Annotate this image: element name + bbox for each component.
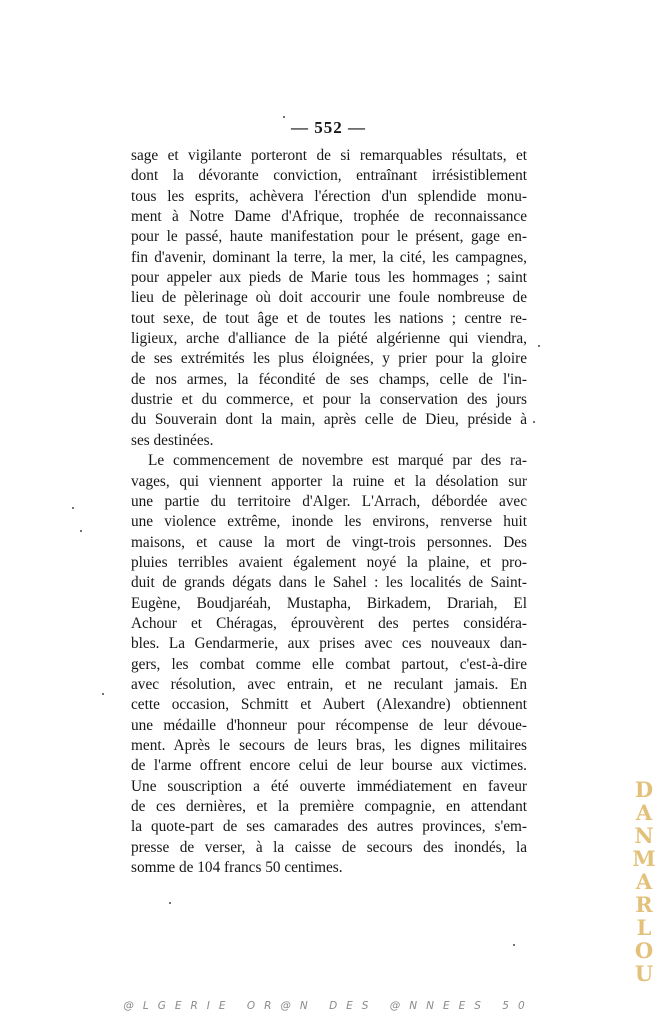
body-text: [131, 146, 527, 878]
text-line: de nos armes, la fécondité de ses champs, celle de l'in-: [131, 370, 527, 388]
text-line: Une souscription a été ouverte immédiatement en faveur: [131, 777, 527, 795]
scan-speck: [283, 116, 285, 118]
text-line: gers, les combat comme elle combat partout, c'est-à-dire: [131, 655, 527, 673]
scan-speck: [513, 944, 515, 946]
text-line: ment. Après le secours de leurs bras, les dignes militaires: [131, 736, 527, 754]
text-line: vages, qui viennent apporter la ruine et la désolation sur: [131, 472, 527, 490]
text-line: de ces dernières, et la première compagnie, en attendant: [131, 798, 527, 815]
text-line: tous les esprits, achèvera l'érection d'un splendide monu-: [131, 187, 527, 205]
text-line: une médaille d'honneur pour récompense de leur dévoue-: [131, 716, 527, 734]
text-line: une violence extrême, inonde les environs, renverse huit: [131, 513, 527, 531]
text-line: du Souverain dont la main, après celle de Dieu, préside à: [131, 411, 527, 429]
text-line: pour le passé, haute manifestation pour le présent, gage en-: [131, 228, 527, 246]
text-line: duit de grands dégats dans le Sahel : les localités de Saint-: [131, 574, 527, 592]
text-line: somme de 104 francs 50 centimes.: [131, 859, 343, 877]
text-line: avec résolution, avec entrain, et ne reculant jamais. En: [131, 675, 527, 693]
watermark: D A N M A R L O U: [632, 777, 656, 986]
scan-speck: [533, 421, 535, 423]
text-line: dustrie et du commerce, et pour la conservation des jours: [131, 391, 527, 409]
text-line: presse de verser, à la caisse de secours des inondés, la: [131, 838, 527, 856]
text-line: la quote-part de ses camarades des autres provinces, s'em-: [131, 818, 527, 836]
text-line: une partie du territoire d'Alger. L'Arrach, débordée avec: [131, 492, 527, 510]
text-line: Le commencement de novembre est marqué par des ra-: [148, 452, 527, 470]
scan-speck: [102, 693, 104, 695]
footer-caption: @LGERIE OR@N DES @NNEES 50: [123, 1000, 534, 1012]
text-line: Achour et Chéragas, éprouvèrent des pertes considéra-: [131, 614, 527, 632]
text-line: maisons, et cause la mort de vingt-trois personnes. Des: [131, 533, 527, 551]
page-number: — 552 —: [291, 118, 366, 137]
text-line: ses destinées.: [131, 431, 214, 449]
text-line: ment à Notre Dame d'Afrique, trophée de reconnaissance: [131, 208, 527, 226]
text-line: de l'arme offrent encore celui de leur bourse aux victimes.: [131, 757, 527, 775]
text-line: sage et vigilante porteront de si remarquables résultats, et: [131, 147, 527, 164]
text-line: pour appeler aux pieds de Marie tous les hommages ; saint: [131, 269, 527, 287]
text-line: lieu de pèlerinage où doit accourir une foule nombreuse de: [131, 289, 527, 307]
scan-speck: [538, 345, 540, 347]
text-line: ligieux, arche d'alliance de la piété algérienne qui viendra,: [131, 330, 527, 348]
text-line: tout sexe, de tout âge et de toutes les nations ; centre re-: [131, 309, 527, 327]
scan-speck: [72, 507, 74, 509]
text-line: fin d'avenir, dominant la terre, la mer, la cité, les campagnes,: [131, 248, 527, 266]
text-line: de ses extrémités les plus éloignées, y prier pour la gloire: [131, 350, 527, 368]
text-line: dont la dévorante conviction, entraînant irrésistiblement: [131, 167, 527, 185]
text-line: bles. La Gendarmerie, aux prises avec ces nouveaux dan-: [131, 635, 527, 653]
text-line: cette occasion, Schmitt et Aubert (Alexandre) obtiennent: [131, 696, 527, 714]
text-line: pluies terribles avaient également noyé la plaine, et pro-: [131, 553, 527, 571]
scan-speck: [80, 530, 82, 532]
text-line: Eugène, Boudjaréah, Mustapha, Birkadem, Drariah, El: [131, 594, 527, 612]
scan-speck: [169, 902, 171, 904]
